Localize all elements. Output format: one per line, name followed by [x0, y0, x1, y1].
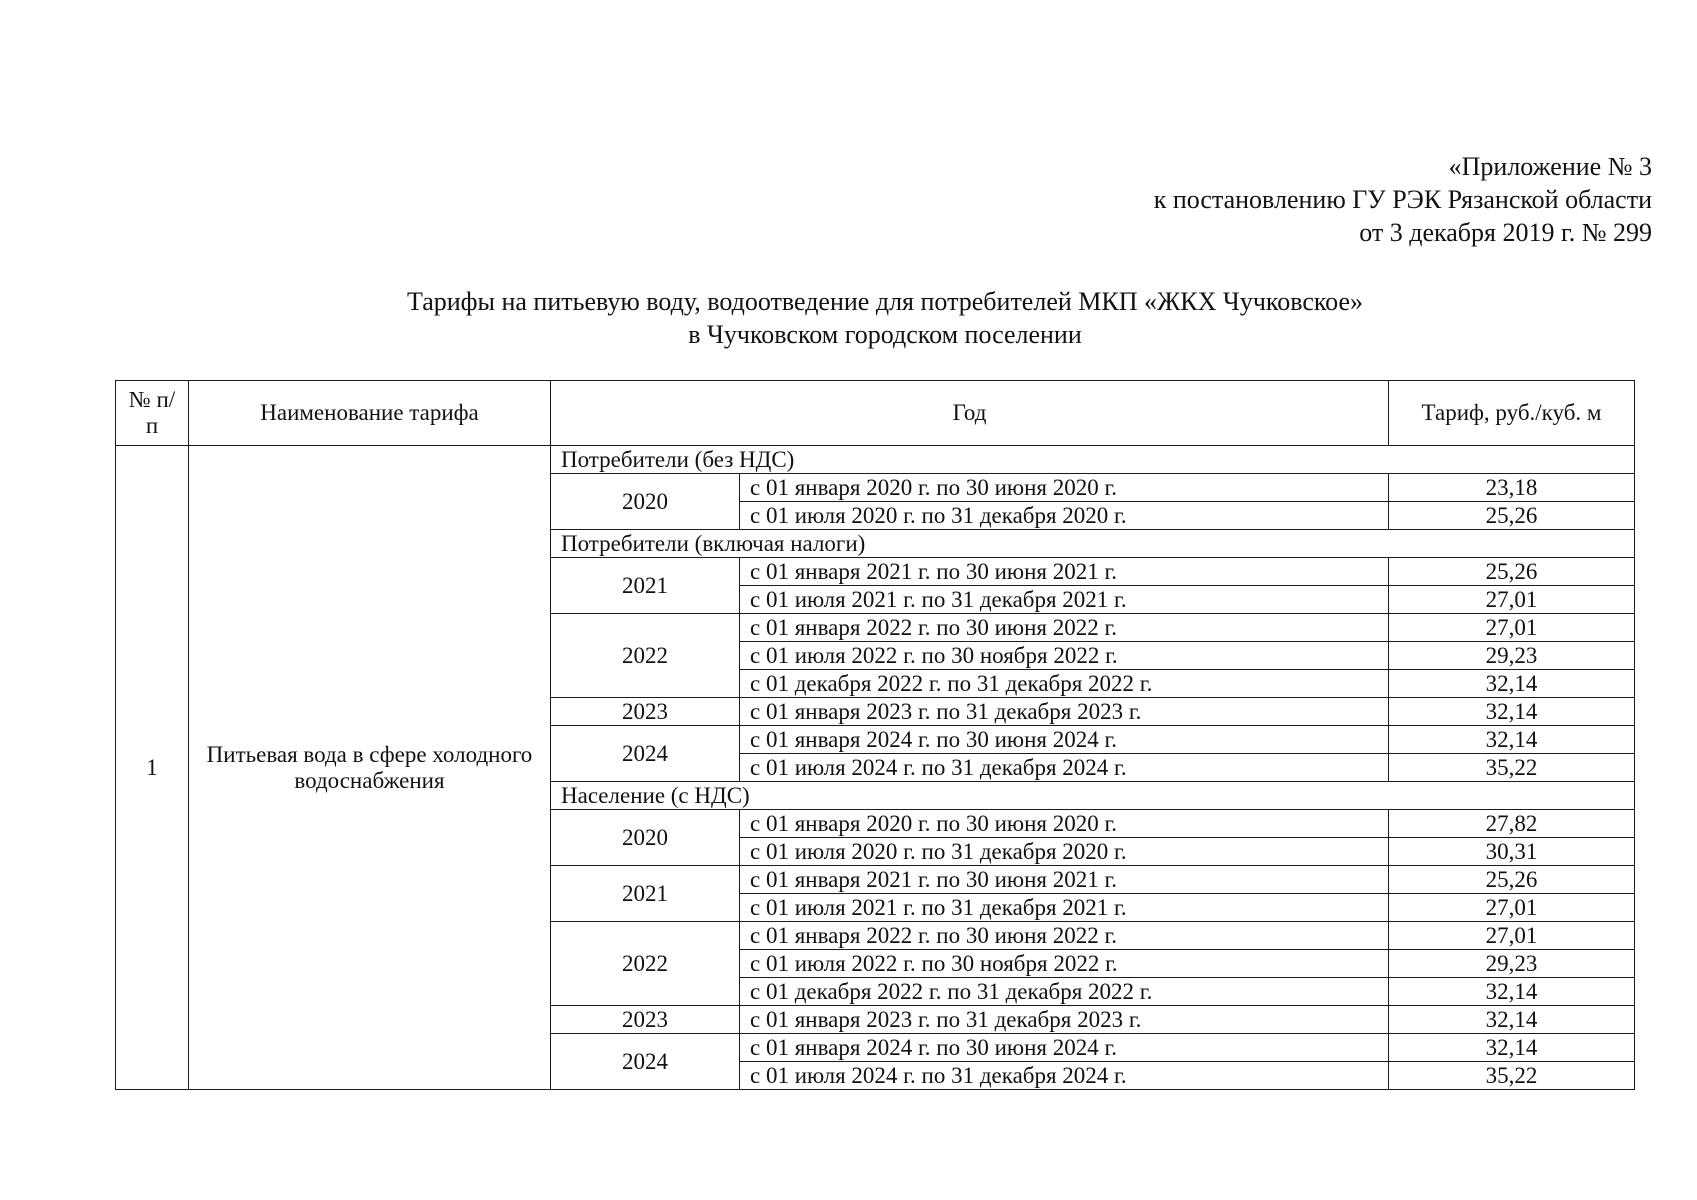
period-cell: с 01 июля 2022 г. по 30 ноября 2022 г. — [740, 642, 1389, 670]
tariff-value-cell: 32,14 — [1389, 1006, 1635, 1034]
period-cell: с 01 июля 2022 г. по 30 ноября 2022 г. — [740, 950, 1389, 978]
tariff-value-cell: 23,18 — [1389, 474, 1635, 502]
title-line-1: Тарифы на питьевую воду, водоотведение для потребителей МКП «ЖКХ Чучковское» — [406, 287, 1364, 316]
tariff-value-cell: 32,14 — [1389, 978, 1635, 1006]
header-tariff-name: Наименование тарифа — [189, 381, 551, 446]
tariff-value-cell: 29,23 — [1389, 642, 1635, 670]
period-cell: с 01 июля 2020 г. по 31 декабря 2020 г. — [740, 502, 1389, 530]
header-number: № п/п — [116, 381, 189, 446]
period-cell: с 01 января 2022 г. по 30 июня 2022 г. — [740, 614, 1389, 642]
period-cell: с 01 января 2023 г. по 31 декабря 2023 г. — [740, 698, 1389, 726]
period-cell: с 01 января 2021 г. по 30 июня 2021 г. — [740, 866, 1389, 894]
period-cell: с 01 января 2020 г. по 30 июня 2020 г. — [740, 474, 1389, 502]
period-cell: с 01 января 2023 г. по 31 декабря 2023 г. — [740, 1006, 1389, 1034]
tariff-value-cell: 25,26 — [1389, 502, 1635, 530]
year-cell: 2024 — [551, 1034, 740, 1090]
tariff-value-cell: 32,14 — [1389, 726, 1635, 754]
year-cell: 2021 — [551, 558, 740, 614]
table-body — [116, 446, 1635, 1090]
period-cell: с 01 января 2024 г. по 30 июня 2024 г. — [740, 726, 1389, 754]
title-line-2: в Чучковском городском поселении — [688, 320, 1082, 349]
consumer-group-label: Потребители (без НДС) — [551, 446, 1635, 474]
appendix-line-3: от 3 декабря 2019 г. № 299 — [1359, 218, 1652, 247]
tariff-value-cell: 27,01 — [1389, 614, 1635, 642]
header-tariff-value: Тариф, руб./куб. м — [1389, 381, 1635, 446]
tariff-value-cell: 27,01 — [1389, 894, 1635, 922]
tariff-value-cell: 35,22 — [1389, 1062, 1635, 1090]
tariff-value-cell: 25,26 — [1389, 558, 1635, 586]
year-cell: 2020 — [551, 810, 740, 866]
period-cell: с 01 декабря 2022 г. по 31 декабря 2022 г. — [740, 978, 1389, 1006]
row-number: 1 — [116, 446, 189, 1090]
tariff-value-cell: 27,82 — [1389, 810, 1635, 838]
appendix-line-1: «Приложение № 3 — [1448, 152, 1652, 181]
consumer-group-label: Потребители (включая налоги) — [551, 530, 1635, 558]
period-cell: с 01 января 2021 г. по 30 июня 2021 г. — [740, 558, 1389, 586]
tariff-value-cell: 30,31 — [1389, 838, 1635, 866]
period-cell: с 01 июля 2021 г. по 31 декабря 2021 г. — [740, 894, 1389, 922]
appendix-reference — [1154, 150, 1652, 249]
tariff-value-cell: 35,22 — [1389, 754, 1635, 782]
tariff-value-cell: 29,23 — [1389, 950, 1635, 978]
year-cell: 2022 — [551, 614, 740, 698]
group-row — [116, 446, 1635, 474]
period-cell: с 01 января 2022 г. по 30 июня 2022 г. — [740, 922, 1389, 950]
tariff-value-cell: 32,14 — [1389, 698, 1635, 726]
tariff-value-cell: 32,14 — [1389, 1034, 1635, 1062]
tariff-value-cell: 32,14 — [1389, 670, 1635, 698]
period-cell: с 01 января 2024 г. по 30 июня 2024 г. — [740, 1034, 1389, 1062]
period-cell: с 01 июля 2021 г. по 31 декабря 2021 г. — [740, 586, 1389, 614]
tariff-name: Питьевая вода в сфере холодного водоснабжения — [189, 446, 551, 1090]
document-title — [0, 285, 1697, 351]
year-cell: 2023 — [551, 698, 740, 726]
consumer-group-label: Население (с НДС) — [551, 782, 1635, 810]
period-cell: с 01 июля 2024 г. по 31 декабря 2024 г. — [740, 1062, 1389, 1090]
period-cell: с 01 июля 2024 г. по 31 декабря 2024 г. — [740, 754, 1389, 782]
tariff-value-cell: 27,01 — [1389, 922, 1635, 950]
tariff-table — [115, 380, 1635, 1090]
year-cell: 2020 — [551, 474, 740, 530]
period-cell: с 01 января 2020 г. по 30 июня 2020 г. — [740, 810, 1389, 838]
header-year: Год — [551, 381, 1389, 446]
period-cell: с 01 декабря 2022 г. по 31 декабря 2022 г. — [740, 670, 1389, 698]
tariff-value-cell: 27,01 — [1389, 586, 1635, 614]
period-cell: с 01 июля 2020 г. по 31 декабря 2020 г. — [740, 838, 1389, 866]
appendix-line-2: к постановлению ГУ РЭК Рязанской области — [1153, 185, 1652, 214]
year-cell: 2022 — [551, 922, 740, 1006]
year-cell: 2021 — [551, 866, 740, 922]
year-cell: 2023 — [551, 1006, 740, 1034]
tariff-value-cell: 25,26 — [1389, 866, 1635, 894]
table-header-row — [116, 381, 1635, 446]
year-cell: 2024 — [551, 726, 740, 782]
